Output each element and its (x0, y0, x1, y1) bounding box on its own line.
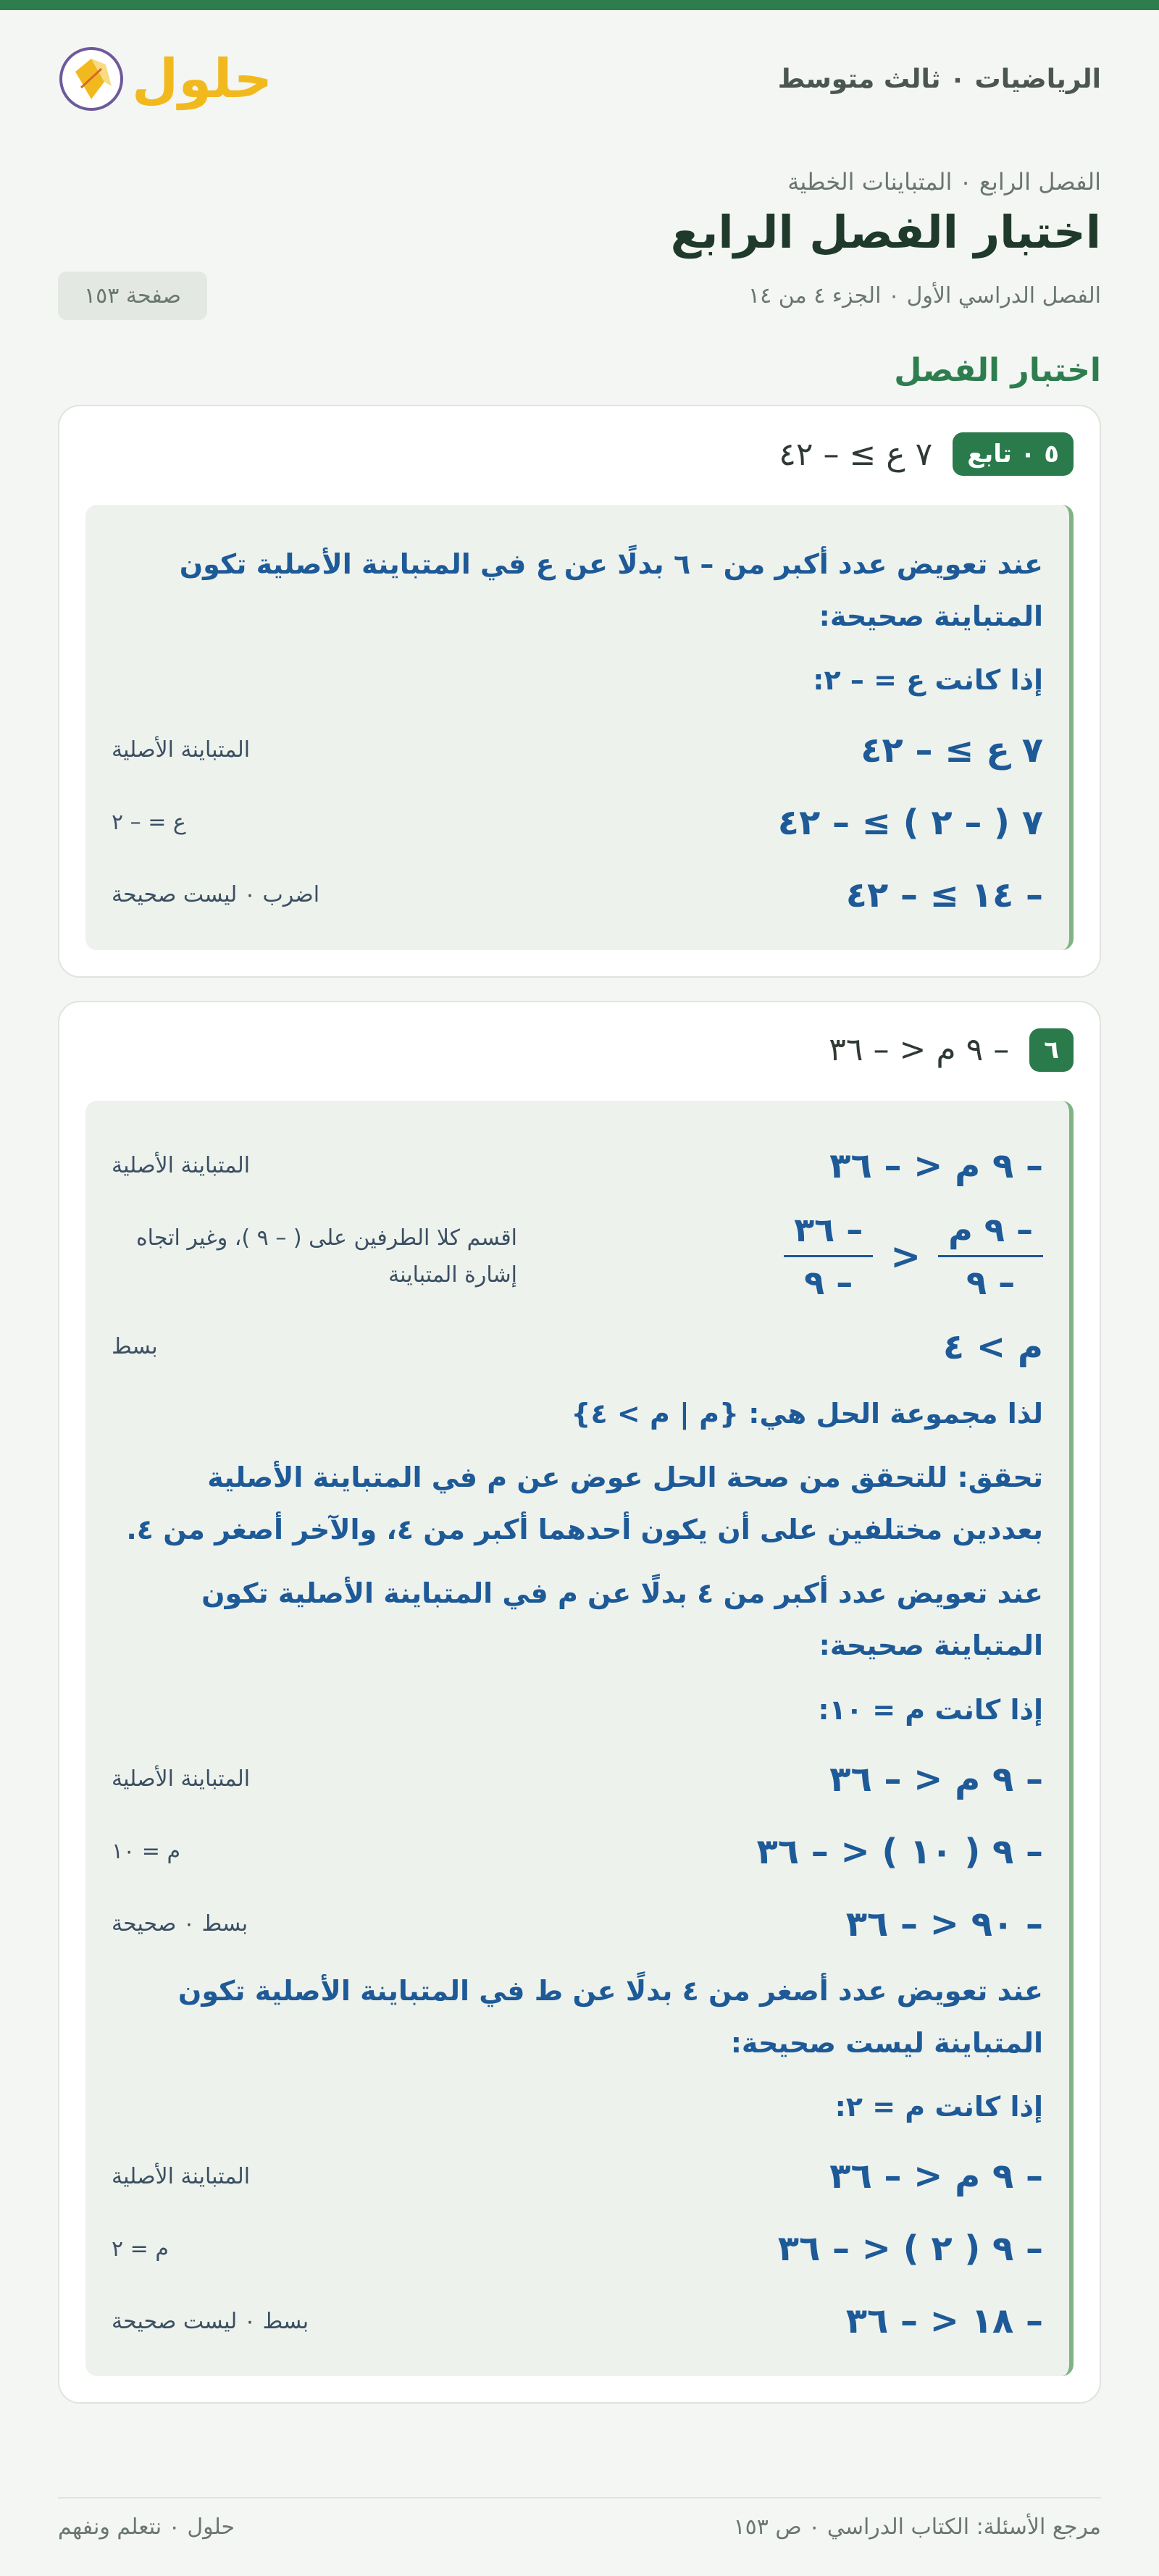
step-note: المتباينة الأصلية (112, 2163, 251, 2189)
question-card-5 (58, 405, 1101, 978)
step-math: ٧ ( – ٢ ) ≥ – ٤٢ (777, 802, 1043, 843)
solution-step (112, 786, 1043, 859)
solution-step (112, 1130, 1043, 1202)
page-footer (58, 2497, 1101, 2540)
step-math: – ١٤ ≥ – ٤٢ (845, 874, 1043, 915)
term-info: الفصل الدراسي الأول ٠ الجزء ٤ من ١٤ (748, 283, 1101, 309)
fraction-right (784, 1210, 873, 1302)
step-note: اضرب ٠ ليست صحيحة (112, 882, 320, 908)
footer-tagline[interactable]: حلول ٠ نتعلم ونفهم (58, 2514, 235, 2540)
explanation-text: عند تعويض عدد أصغر من ٤ بدلًا عن ط في المتباينة الأصلية تكون المتباينة ليست صحيحة: (177, 1974, 1043, 2059)
footer-reference: مرجع الأسئلة: الكتاب الدراسي ٠ ص ١٥٣ (733, 2514, 1101, 2540)
solution-set: لذا مجموعة الحل هي: {م | م > ٤} (571, 1397, 1043, 1430)
solution-step (112, 714, 1043, 786)
fraction-denominator: – ٩ (804, 1263, 853, 1303)
fraction-denominator: – ٩ (966, 1263, 1016, 1303)
step-math: – ٩ ( ١٠ ) < – ٣٦ (756, 1831, 1043, 1872)
inequality-sign: < (890, 1235, 921, 1277)
solution-step (112, 1816, 1043, 1888)
step-note: ع = – ٢ (112, 810, 186, 836)
logo-wordmark: حلول (132, 48, 273, 110)
case-label: إذا كانت ع = – ٢: (813, 664, 1043, 697)
solution-step (112, 2212, 1043, 2285)
solution-step (112, 859, 1043, 931)
step-note: م = ٢ (112, 2236, 169, 2262)
book-emblem-icon (58, 46, 125, 112)
step-math: م > ٤ (942, 1326, 1043, 1367)
question-problem: ٧ ع ≥ – ٤٢ (779, 435, 933, 473)
solution-panel (85, 505, 1074, 950)
solution-step (112, 2285, 1043, 2357)
step-math: – ٩٠ < – ٣٦ (845, 1903, 1043, 1944)
step-note: المتباينة الأصلية (112, 737, 251, 763)
question-problem: – ٩ م < – ٣٦ (829, 1031, 1010, 1069)
solution-step (112, 1888, 1043, 1960)
case-label: إذا كانت م = ١٠: (818, 1693, 1043, 1726)
top-accent-bar (0, 0, 1159, 10)
case-label: إذا كانت م = ٢: (834, 2091, 1043, 2123)
step-math: – ٩ م < – ٣٦ (829, 1145, 1043, 1186)
question-number-badge: ٥ ٠ تابع (953, 432, 1074, 476)
breadcrumb: الفصل الرابع ٠ المتباينات الخطية (787, 168, 1101, 196)
page-number-badge: صفحة ١٥٣ (58, 272, 207, 320)
fraction-expression (784, 1210, 1043, 1302)
page-header (58, 10, 1101, 148)
step-note: بسط ٠ ليست صحيحة (112, 2308, 309, 2334)
subject-label: الرياضيات ٠ ثالث متوسط (777, 64, 1101, 94)
explanation-text: عند تعويض عدد أكبر من – ٦ بدلًا عن ع في المتباينة الأصلية تكون المتباينة صحيحة: (179, 548, 1043, 633)
fraction-left (938, 1210, 1043, 1302)
site-logo[interactable] (58, 46, 272, 112)
section-title: اختبار الفصل (894, 352, 1101, 389)
division-step (112, 1202, 1043, 1311)
fraction-numerator: – ٩ م (938, 1210, 1043, 1257)
solution-step (112, 2140, 1043, 2212)
explanation-text: عند تعويض عدد أكبر من ٤ بدلًا عن م في المتباينة الأصلية تكون المتباينة صحيحة: (201, 1577, 1043, 1662)
step-note: بسط ٠ صحيحة (112, 1911, 248, 1937)
question-card-6 (58, 1001, 1101, 2404)
step-note: المتباينة الأصلية (112, 1766, 251, 1792)
step-math: – ٩ م < – ٣٦ (829, 2156, 1043, 2197)
solution-panel (85, 1101, 1074, 2377)
step-math: – ١٨ < – ٣٦ (845, 2301, 1043, 2342)
check-text: تحقق: للتحقق من صحة الحل عوض عن م في المتباينة الأصلية بعددين مختلفين على أن يكون أحدهما أكبر من ٤، والآخر أصغر من ٤. (126, 1461, 1043, 1545)
step-note: م = ١٠ (112, 1839, 181, 1865)
page-title: اختبار الفصل الرابع (670, 206, 1101, 259)
question-number-badge: ٦ (1029, 1028, 1074, 1072)
step-math: ٧ ع ≥ – ٤٢ (861, 729, 1043, 771)
step-note: اقسم كلا الطرفين على ( – ٩ )، وغير اتجاه إشارة المتباينة (135, 1225, 517, 1288)
step-note: بسط (112, 1334, 158, 1360)
fraction-numerator: – ٣٦ (784, 1210, 873, 1257)
step-note: المتباينة الأصلية (112, 1153, 251, 1179)
solution-step (112, 1311, 1043, 1383)
solution-step (112, 1743, 1043, 1816)
step-math: – ٩ م < – ٣٦ (829, 1758, 1043, 1800)
step-math: – ٩ ( ٢ ) < – ٣٦ (777, 2228, 1043, 2270)
